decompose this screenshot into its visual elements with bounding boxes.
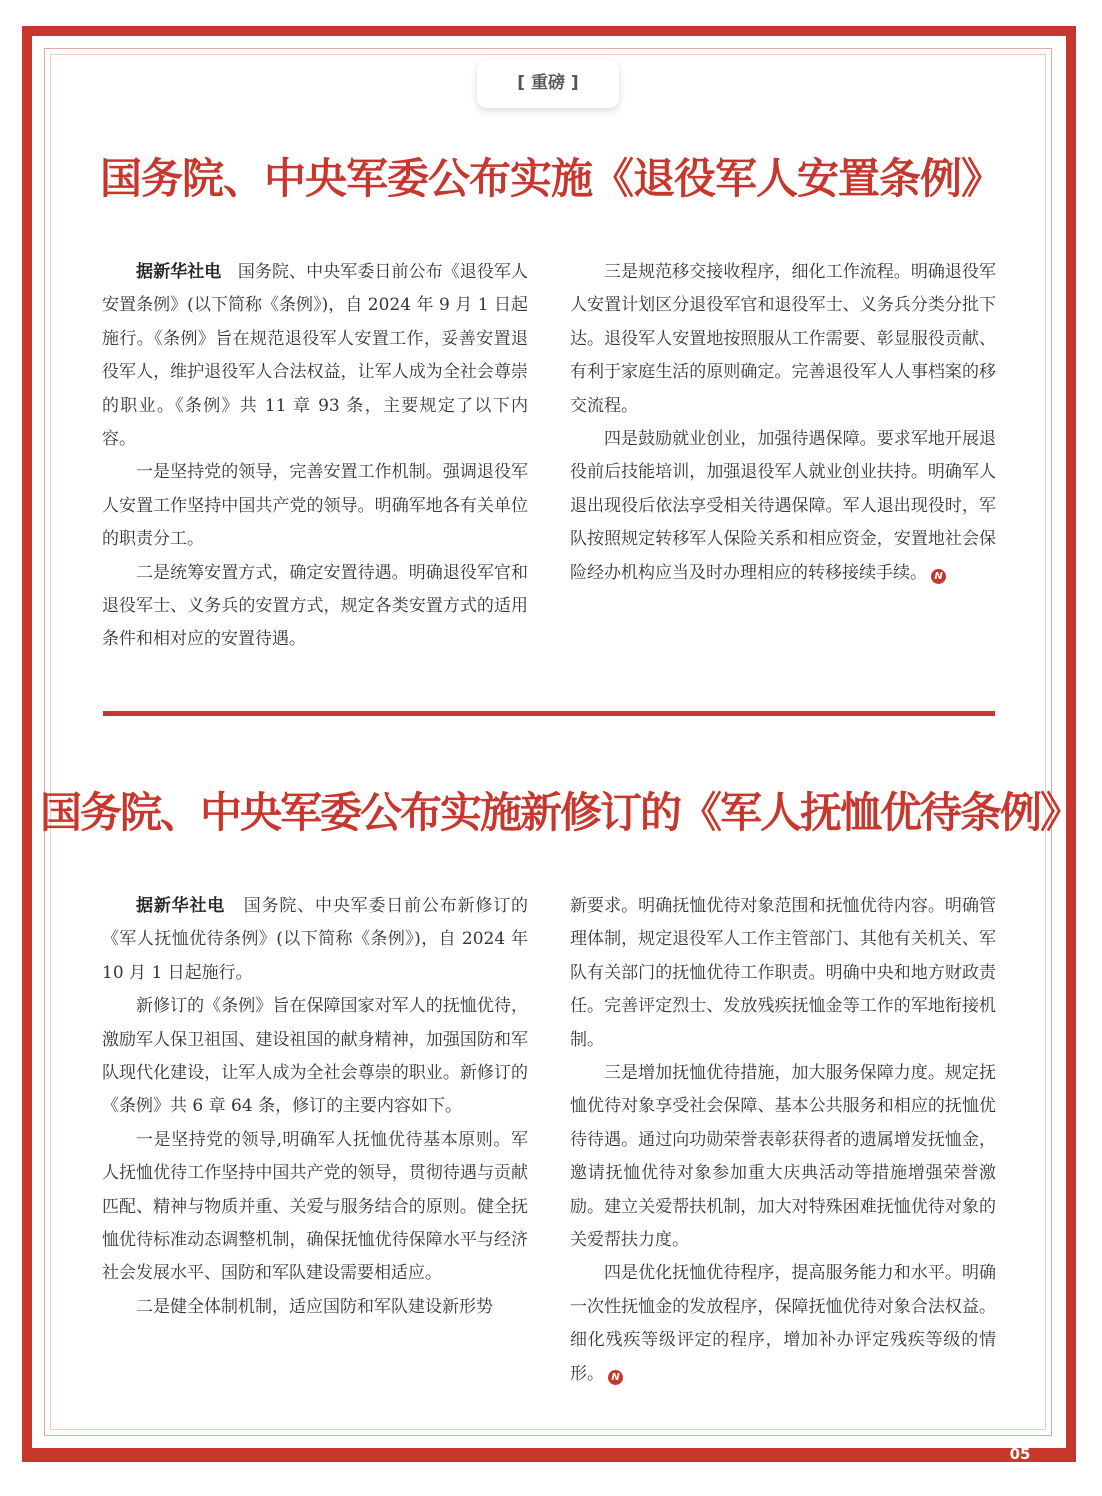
article1-lead: 据新华社电 [136, 262, 222, 282]
article2-paragraph: 二是健全体制机制，适应国防和军队建设新形势 [136, 1296, 493, 1317]
article2-column-left [102, 890, 528, 1324]
article2-paragraph: 四是优化抚恤优待程序，提高服务能力和水平。明确一次性抚恤金的发放程序，保障抚恤优待对象合法权益。细化残疾等级评定的程序，增加补办评定残疾等级的情形。 N [570, 1263, 996, 1384]
article2-paragraph: 新要求。明确抚恤优待对象范围和抚恤优待内容。明确管理体制，规定退役军人工作主管部门、其他有关机关、军队有关部门的抚恤优待工作职责。明确中央和地方财政责任。完善评定烈士、发放残疾抚恤金等工作的军地衔接机制。 [570, 896, 996, 1050]
article1-paragraph: 四是鼓励就业创业，加强待遇保障。要求军地开展退役前后技能培训，加强退役军人就业创业扶持。明确军人退出现役后依法享受相关待遇保障。军人退出现役时，军队按照规定转移军人保险关系和相应资金，安置地社会保险经办机构应当及时办理相应的转移接续手续。 N [570, 429, 996, 583]
article1-title: 国务院、中央军委公布实施《退役军人安置条例》 [99, 154, 1002, 203]
article1-column-right [570, 256, 996, 590]
article2-column-right [570, 890, 996, 1391]
article1-paragraph: 三是规范移交接收程序，细化工作流程。明确退役军人安置计划区分退役军官和退役军士、义务兵分类分批下达。退役军人安置地按照服从工作需要、彰显服役贡献、有利于家庭生活的原则确定。完善退役军人人事档案的移交流程。 [570, 262, 996, 416]
article2-paragraph: 三是增加抚恤优待措施，加大服务保障力度。规定抚恤优待对象享受社会保障、基本公共服务和相应的抚恤优待待遇。通过向功勋荣誉表彰获得者的遗属增发抚恤金，邀请抚恤优待对象参加重大庆典活动等措施增强荣誉激励。建立关爱帮扶机制，加大对特殊困难抚恤优待对象的关爱帮扶力度。 [570, 1063, 996, 1251]
article1-column-left [102, 256, 528, 657]
section-tag: [ 重磅 ] [477, 60, 619, 108]
article2-title: 国务院、中央军委公布实施新修订的《军人抚恤优待条例》 [40, 788, 1081, 837]
section-divider [103, 711, 995, 716]
article2-paragraph: 据新华社电 国务院、中央军委日前公布新修订的《军人抚恤优待条例》(以下简称《条例》)，自 2024 年 10 月 1 日起施行。 [102, 896, 529, 983]
article1-paragraph: 据新华社电 国务院、中央军委日前公布《退役军人安置条例》(以下简称《条例》)，自 2024 年 9 月 1 日起施行。《条例》旨在规范退役军人安置工作，妥善安置退役军人，维护退役军人合法权益，让军人成为全社会尊崇的职业。《条例》共 11 章 93 条，主要规定了以下内容。 [102, 262, 528, 450]
article2-lead: 据新华社电 [136, 896, 226, 916]
article1-paragraph: 二是统筹安置方式，确定安置待遇。明确退役军官和退役军士、义务兵的安置方式，规定各类安置方式的适用条件和相对应的安置待遇。 [102, 562, 528, 650]
article2-paragraph: 新修订的《条例》旨在保障国家对军人的抚恤优待，激励军人保卫祖国、建设祖国的献身精神，加强国防和军队现代化建设，让军人成为全社会尊崇的职业。新修订的《条例》共 6 章 64 条，修订的主要内容如下。 [102, 996, 528, 1117]
page-number: 05 [1009, 1445, 1031, 1463]
end-mark-icon: N [931, 569, 946, 584]
article1-paragraph: 一是坚持党的领导，完善安置工作机制。强调退役军人安置工作坚持中国共产党的领导。明确军地各有关单位的职责分工。 [102, 462, 528, 550]
article2-paragraph: 一是坚持党的领导,明确军人抚恤优待基本原则。军人抚恤优待工作坚持中国共产党的领导，贯彻待遇与贡献匹配、精神与物质并重、关爱与服务结合的原则。健全抚恤优待标准动态调整机制，确保抚恤优待保障水平与经济社会发展水平、国防和军队建设需要相适应。 [102, 1129, 528, 1284]
end-mark-icon: N [608, 1370, 623, 1385]
